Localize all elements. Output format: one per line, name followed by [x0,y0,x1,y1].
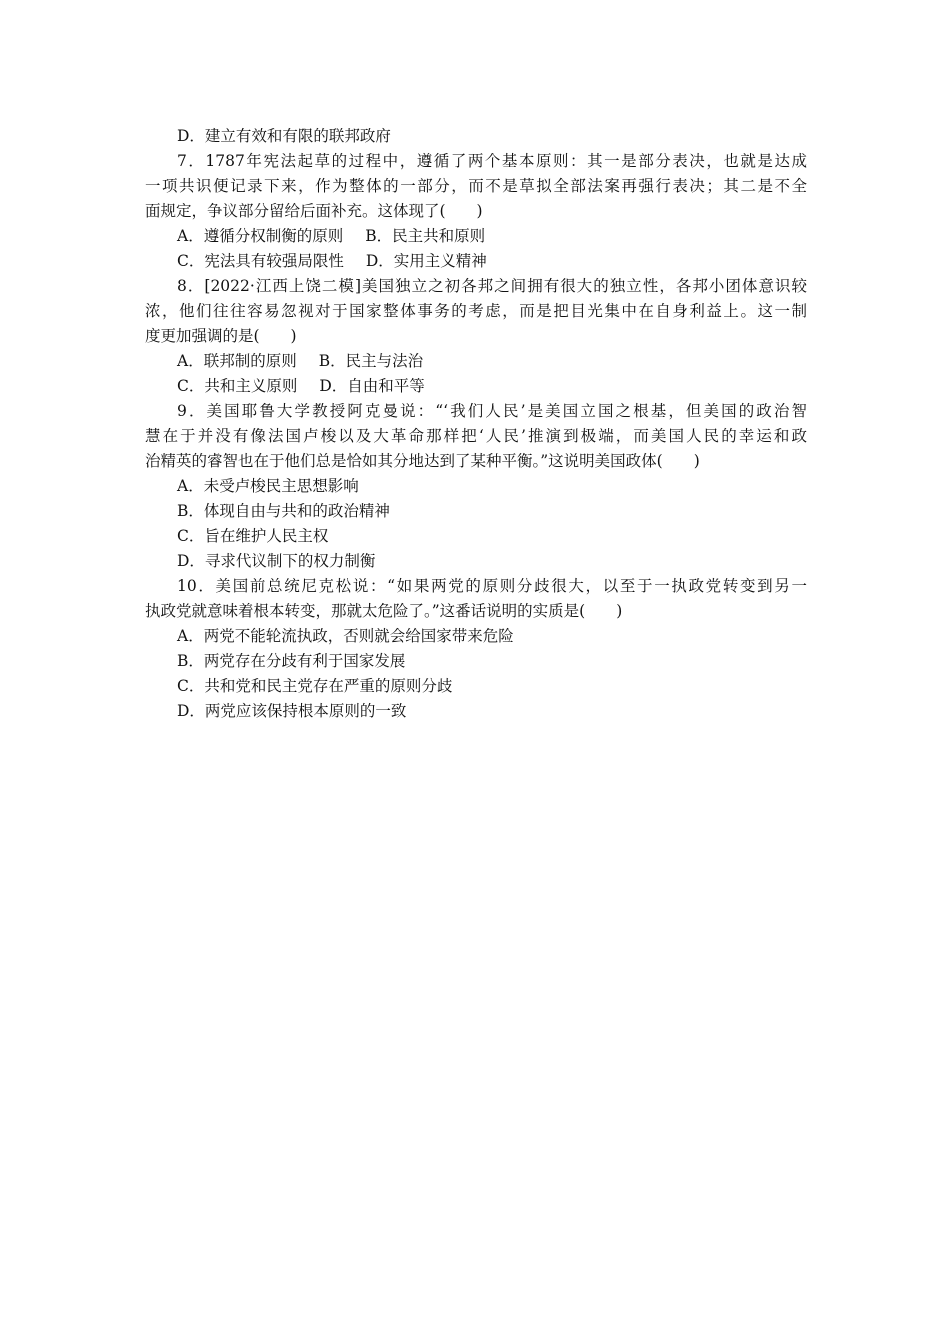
question-list [145,124,807,724]
question-10-option-b: B．两党存在分歧有利于国家发展 [177,652,406,670]
question-8-option-d: D．自由和平等 [319,377,425,395]
question-7-option-b: B．民主共和原则 [365,227,486,245]
question-9-option-b: B．体现自由与共和的政治精神 [177,502,390,520]
question-9-stem-line-3: 治精英的睿智也在于他们总是恰如其分地达到了某种平衡。”这说明美国政体( ) [145,452,700,470]
question-9-stem-line-1: 9．美国耶鲁大学教授阿克曼说：“‘我们人民’是美国立国之根基，但美国的政治智 [177,402,807,420]
question-7-option-a: A．遵循分权制衡的原则 [177,227,344,245]
question-10 [145,574,807,724]
question-10-option-c: C．共和党和民主党存在严重的原则分歧 [177,677,453,695]
question-8-option-a: A．联邦制的原则 [177,352,297,370]
question-7-stem-line-2: 一项共识便记录下来，作为整体的一部分，而不是草拟全部法案再强行表决；其二是不全 [145,177,807,195]
question-8 [145,274,807,399]
question-9 [145,399,807,574]
question-9-option-c: C．旨在维护人民主权 [177,527,329,545]
question-7-stem-line-1: 7．1787年宪法起草的过程中，遵循了两个基本原则：其一是部分表决，也就是达成 [177,152,807,170]
prev-question-option-d: D．建立有效和有限的联邦政府 [177,127,391,145]
question-7-options-row-2 [145,249,807,274]
question-9-stem-line-2: 慧在于并没有像法国卢梭以及大革命那样把‘人民’推演到极端，而美国人民的幸运和政 [145,427,807,445]
question-7-option-c: C．宪法具有较强局限性 [177,252,344,270]
question-8-option-c: C．共和主义原则 [177,377,298,395]
question-8-stem-line-2: 浓，他们往往容易忽视对于国家整体事务的考虑，而是把目光集中在自身利益上。这一制 [145,302,807,320]
question-8-stem-line-1: 8．[2022·江西上饶二模]美国独立之初各邦之间拥有很大的独立性，各邦小团体意识较 [177,277,807,295]
question-9-option-d: D．寻求代议制下的权力制衡 [177,552,376,570]
question-8-options-row-1 [145,349,807,374]
question-10-option-d: D．两党应该保持根本原则的一致 [177,702,407,720]
question-8-options-row-2 [145,374,807,399]
question-7 [145,149,807,274]
question-9-option-a: A．未受卢梭民主思想影响 [177,477,359,495]
question-7-stem-line-3: 面规定，争议部分留给后面补充。这体现了( ) [145,202,483,220]
question-8-option-b: B．民主与法治 [318,352,424,370]
question-8-stem-line-3: 度更加强调的是( ) [145,327,297,345]
question-7-options-row-1 [145,224,807,249]
question-10-stem-line-1: 10．美国前总统尼克松说：“如果两党的原则分歧很大，以至于一执政党转变到另一 [177,577,807,595]
question-10-stem-line-2: 执政党就意味着根本转变，那就太危险了。”这番话说明的实质是( ) [145,602,623,620]
question-10-option-a: A．两党不能轮流执政，否则就会给国家带来危险 [177,627,514,645]
question-7-option-d: D．实用主义精神 [365,252,487,270]
